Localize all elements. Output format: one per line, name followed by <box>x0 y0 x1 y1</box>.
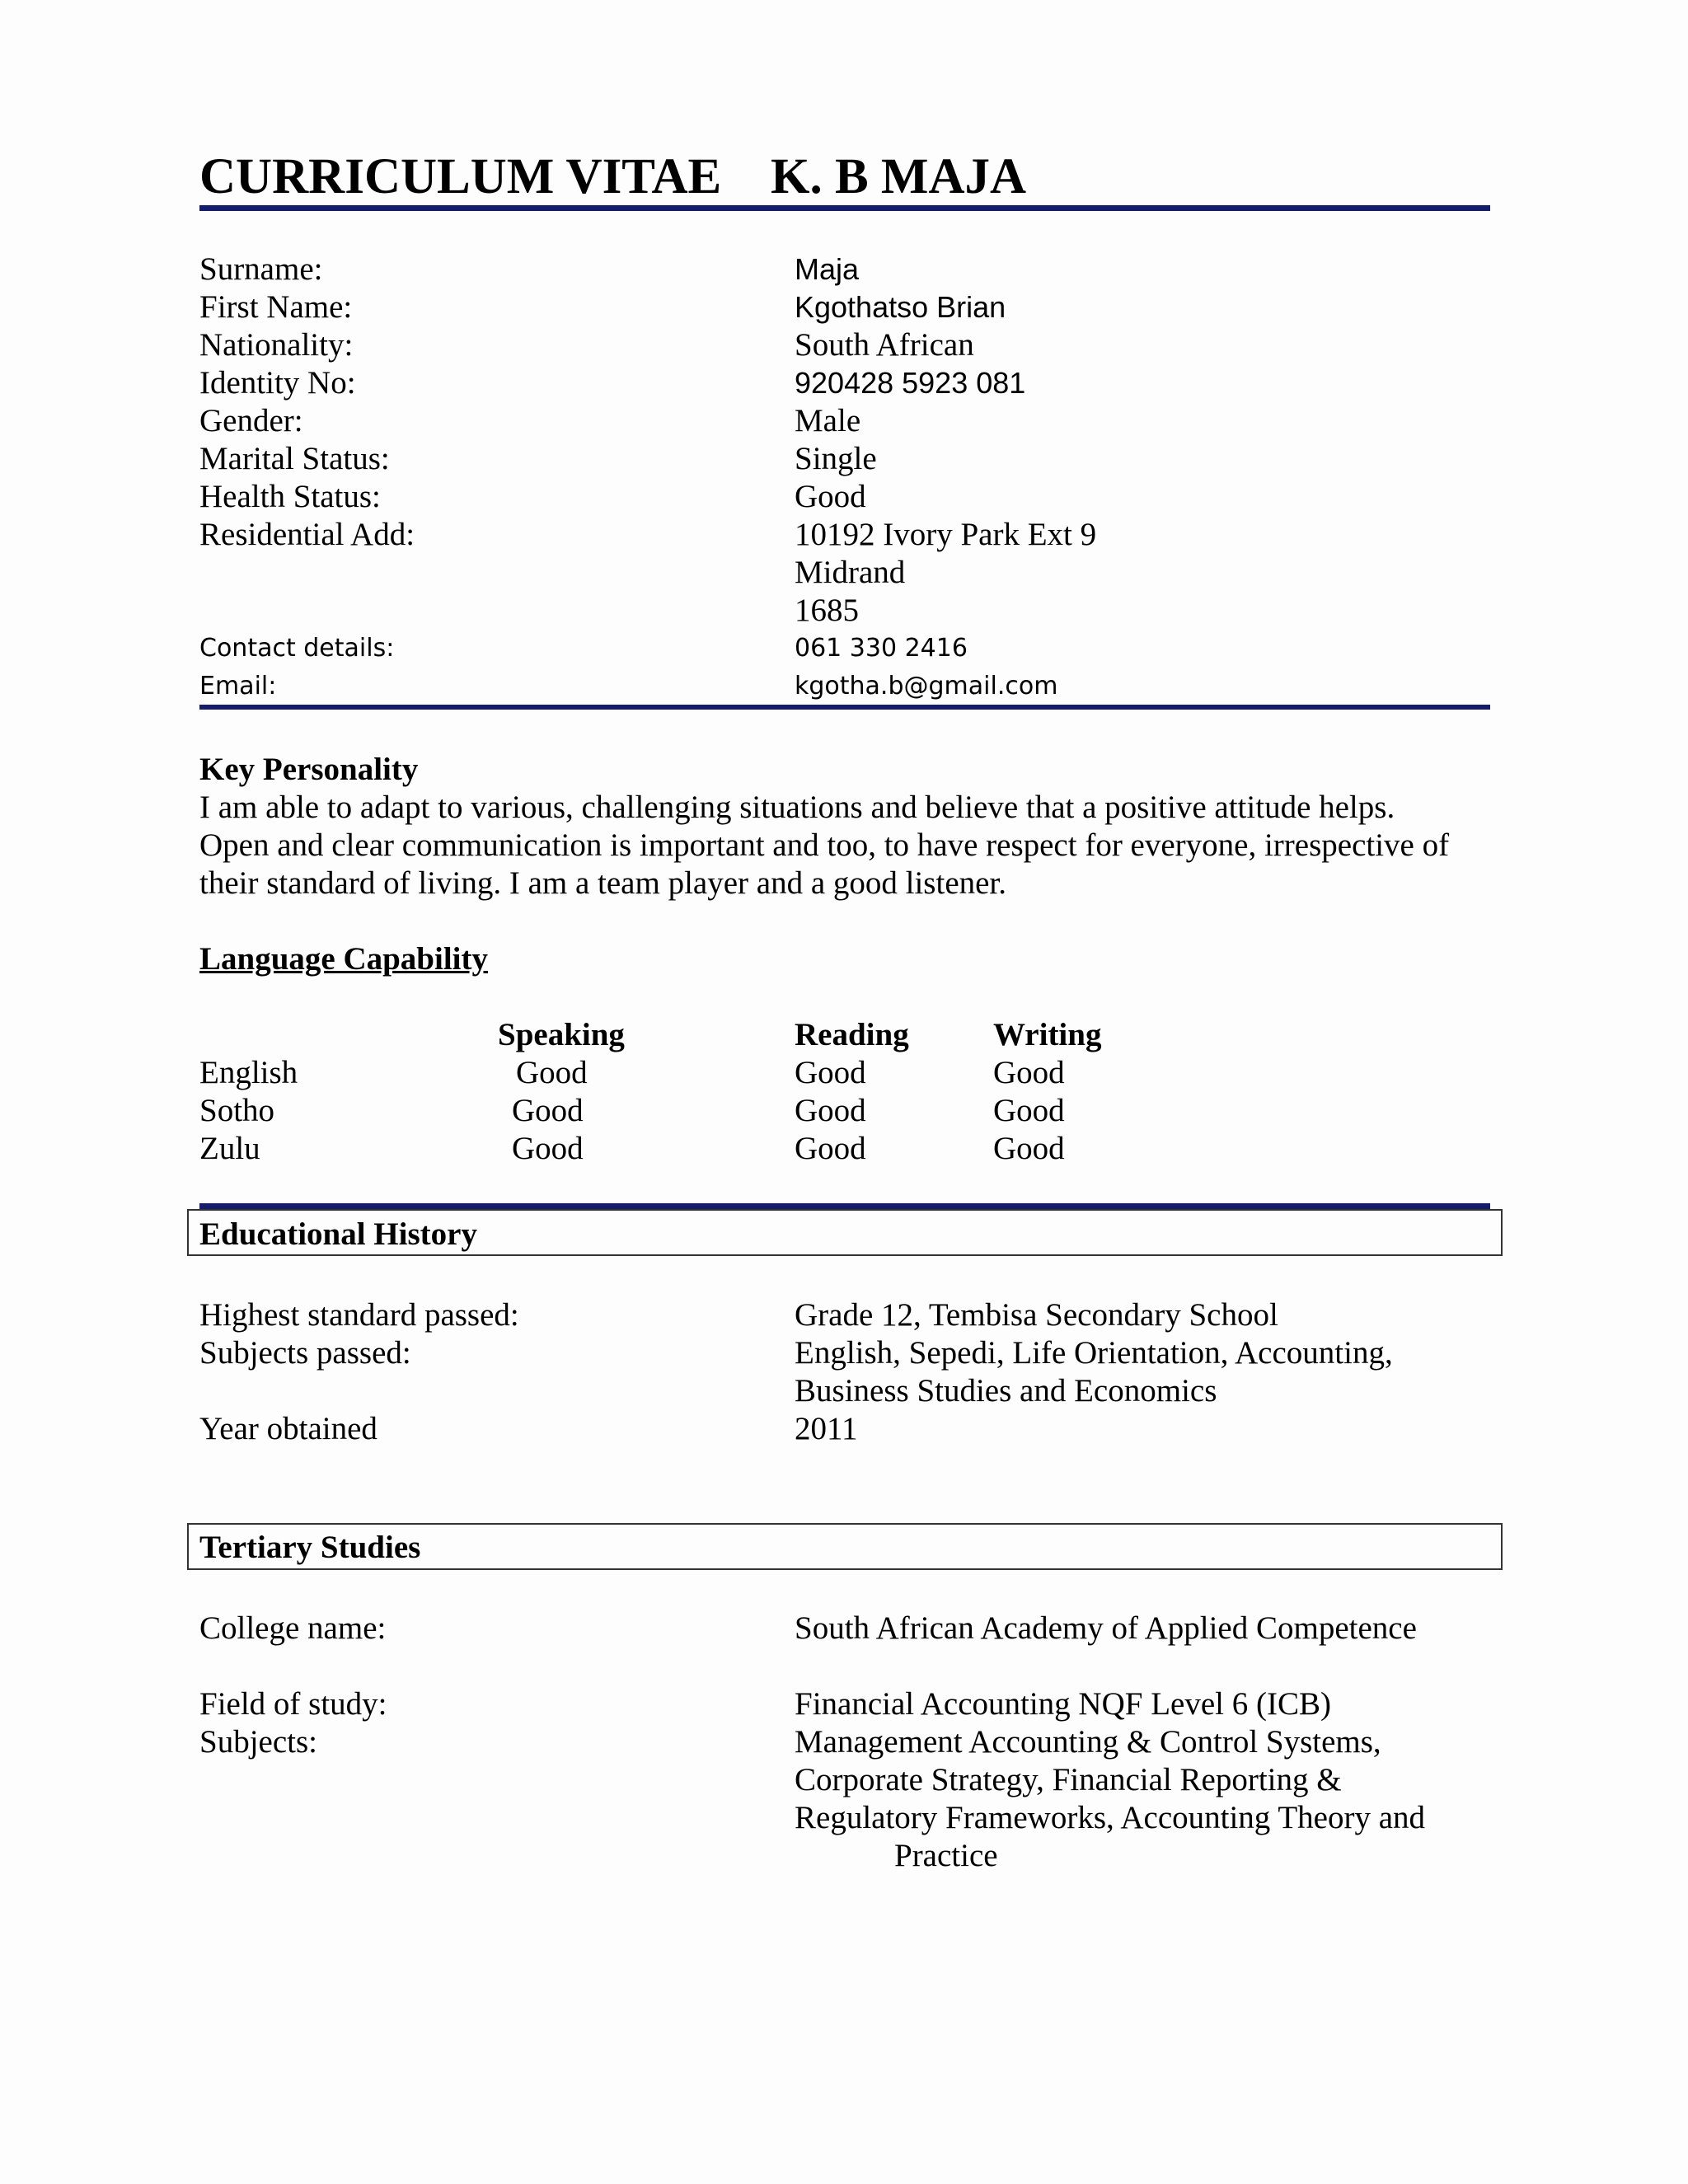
personality-line-1: I am able to adapt to various, challenging situations and believe that a positive attitude helps. <box>199 790 1395 825</box>
language-heading: Language Capability <box>199 941 488 977</box>
marital-value: Single <box>795 441 877 476</box>
language-name: English <box>199 1055 298 1090</box>
language-speaking: Good <box>512 1131 584 1166</box>
identity-label: Identity No: <box>199 365 356 401</box>
language-speaking: Good <box>512 1093 584 1128</box>
contact-label: Contact details: <box>199 634 395 663</box>
language-speaking: Good <box>516 1055 588 1090</box>
cv-name-title: K. B MAJA <box>771 149 1027 204</box>
email-label: Email: <box>199 672 277 701</box>
health-label: Health Status: <box>199 479 381 514</box>
language-reading: Good <box>795 1093 866 1128</box>
language-reading: Good <box>795 1131 866 1166</box>
health-value: Good <box>795 479 866 514</box>
personality-heading: Key Personality <box>199 752 419 787</box>
tertiary-subjects-line-1: Management Accounting & Control Systems, <box>795 1724 1381 1760</box>
surname-label: Surname: <box>199 251 323 287</box>
language-reading: Good <box>795 1055 866 1090</box>
tertiary-heading: Tertiary Studies <box>199 1530 421 1565</box>
personality-line-2: Open and clear communication is important and too, to have respect for everyone, irrespective of <box>199 827 1450 863</box>
col-speaking: Speaking <box>498 1017 625 1052</box>
personality-line-3: their standard of living. I am a team player and a good listener. <box>199 865 1007 901</box>
highest-value: Grade 12, Tembisa Secondary School <box>795 1297 1278 1333</box>
language-name: Zulu <box>199 1131 260 1166</box>
language-writing: Good <box>993 1055 1065 1090</box>
email-value: kgotha.b@gmail.com <box>795 672 1058 701</box>
tertiary-subjects-line-3: Regulatory Frameworks, Accounting Theory and <box>795 1800 1426 1835</box>
address-line-3: 1685 <box>795 593 859 628</box>
surname-value: Maja <box>795 252 860 286</box>
address-line-1: 10192 Ivory Park Ext 9 <box>795 517 1097 552</box>
subjects-passed-line-2: Business Studies and Economics <box>795 1373 1217 1408</box>
identity-value: 920428 5923 081 <box>795 366 1026 400</box>
language-writing: Good <box>993 1131 1065 1166</box>
tertiary-subjects-line-2: Corporate Strategy, Financial Reporting & <box>795 1762 1342 1797</box>
col-reading: Reading <box>795 1017 909 1052</box>
year-value: 2011 <box>795 1411 858 1446</box>
highest-label: Highest standard passed: <box>199 1297 519 1333</box>
education-rule <box>199 1203 1490 1209</box>
first-name-label: First Name: <box>199 289 353 325</box>
field-value: Financial Accounting NQF Level 6 (ICB) <box>795 1686 1331 1722</box>
address-line-2: Midrand <box>795 555 906 590</box>
first-name-value: Kgothatso Brian <box>795 290 1006 324</box>
college-label: College name: <box>199 1610 387 1646</box>
college-value: South African Academy of Applied Competence <box>795 1610 1417 1646</box>
col-writing: Writing <box>993 1017 1102 1052</box>
subjects-passed-label: Subjects passed: <box>199 1335 411 1371</box>
cv-title: CURRICULUM VITAE <box>199 149 722 204</box>
header-rule <box>199 205 1490 211</box>
language-writing: Good <box>993 1093 1065 1128</box>
field-label: Field of study: <box>199 1686 387 1722</box>
address-label: Residential Add: <box>199 517 415 552</box>
contact-value: 061 330 2416 <box>795 634 968 663</box>
personal-rule <box>199 705 1490 710</box>
language-name: Sotho <box>199 1093 275 1128</box>
subjects-passed-line-1: English, Sepedi, Life Orientation, Accounting, <box>795 1335 1393 1371</box>
year-label: Year obtained <box>199 1411 377 1446</box>
gender-value: Male <box>795 403 861 438</box>
nationality-label: Nationality: <box>199 327 354 363</box>
tertiary-subjects-line-4: Practice <box>894 1838 998 1873</box>
tertiary-subjects-label: Subjects: <box>199 1724 317 1760</box>
nationality-value: South African <box>795 327 974 363</box>
education-heading: Educational History <box>199 1216 477 1252</box>
gender-label: Gender: <box>199 403 303 438</box>
marital-label: Marital Status: <box>199 441 390 476</box>
